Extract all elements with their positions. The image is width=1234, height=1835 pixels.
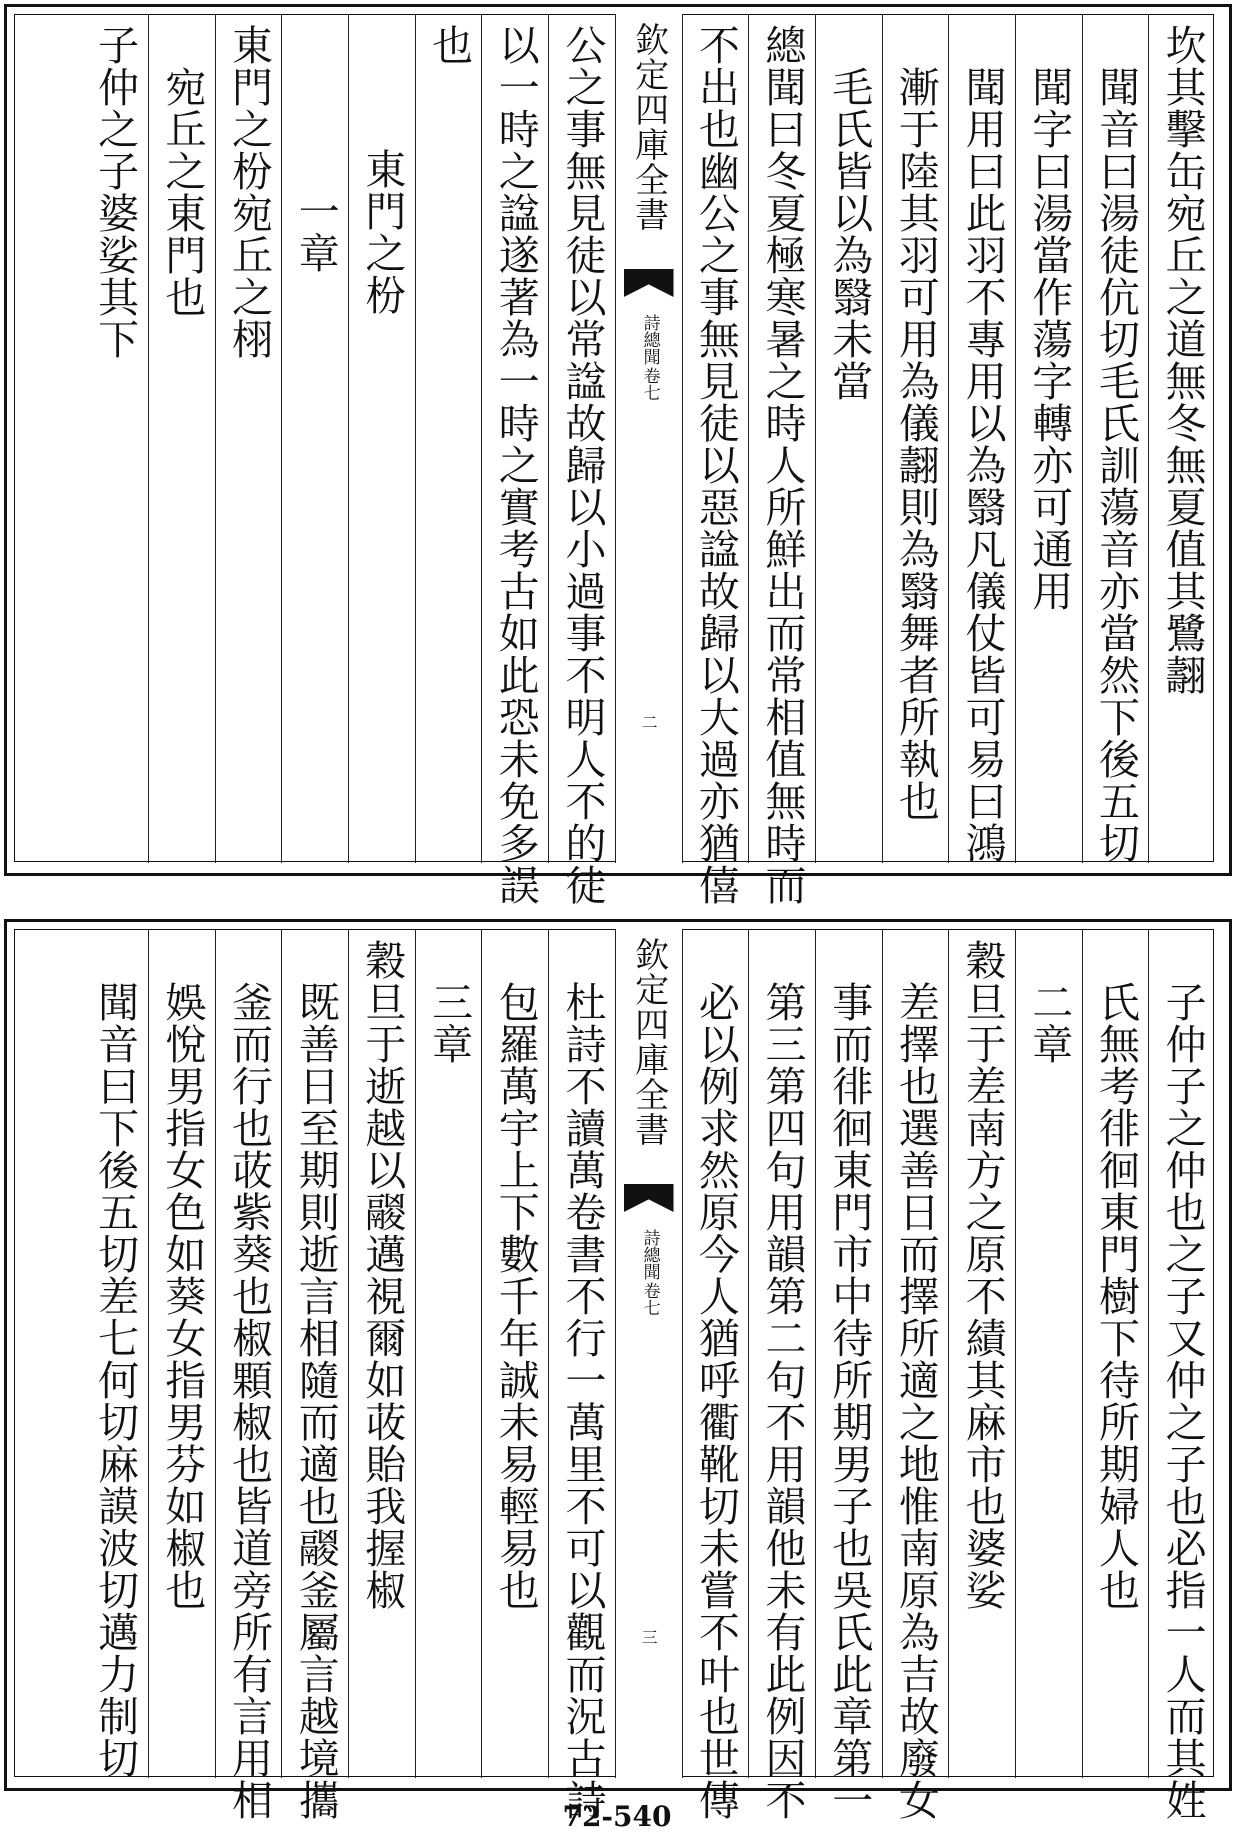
column — [815, 929, 882, 1821]
text-columns — [14, 14, 1215, 906]
leaf-number: 三 — [639, 1629, 659, 1645]
column — [682, 14, 749, 906]
page-number-footer: 72-540 — [562, 1800, 672, 1833]
column — [748, 14, 815, 906]
column-text: 聞字曰湯當作蕩字轉亦可通用 — [1025, 66, 1074, 612]
volume-number: 卷七 — [639, 1282, 660, 1316]
column-text: 漸于陸其羽可用為儀翿則為翳舞者所執也 — [891, 66, 940, 822]
column-text: 子仲之子婆娑其下 — [91, 24, 140, 360]
column-text: 毛氏皆以為翳未當 — [825, 66, 874, 402]
column — [215, 14, 282, 863]
column — [1015, 14, 1082, 863]
column — [682, 929, 749, 1821]
column-text: 娛悅男指女色如葵女指男芬如椒也 — [158, 981, 207, 1611]
column — [1015, 929, 1082, 1778]
volume-title: 詩總聞 — [639, 1229, 660, 1280]
book-title: 欽定四庫全書 — [628, 937, 669, 1147]
column — [415, 929, 482, 1778]
column-text: 不出也幽公之事無見徒以惡諡故歸以大過亦猶僖 — [691, 24, 740, 906]
column-text: 宛丘之東門也 — [158, 66, 207, 318]
column-text: 杜詩不讀萬卷書不行一萬里不可以觀而況古詩 — [558, 981, 607, 1821]
column — [348, 14, 415, 863]
column-text: 總聞曰冬夏極寒暑之時人所鮮出而常相值無時而 — [758, 24, 807, 906]
column — [348, 929, 415, 1778]
column — [948, 929, 1015, 1778]
column-text: 公之事無見徒以常諡故歸以小過事不明人不的徒 — [558, 24, 607, 906]
column — [215, 929, 282, 1821]
column-text: 聞音曰下後五切差七何切麻謨波切邁力制切 — [91, 981, 140, 1779]
section-title: 東門之枌 — [358, 148, 407, 316]
column — [815, 14, 882, 863]
column — [1148, 14, 1215, 863]
column — [548, 14, 615, 906]
volume-label — [640, 314, 658, 401]
column-text: 第三第四句用韻第二句不用韻他未有此例因不 — [758, 981, 807, 1821]
chapter-label: 三章 — [425, 981, 474, 1065]
column — [81, 14, 148, 863]
center-fold — [615, 929, 682, 1778]
column-text: 必以例求然原今人猶呼衢靴切未嘗不叶也世傳 — [691, 981, 740, 1821]
column-text: 氏無考徘徊東門樹下待所期婦人也 — [1091, 981, 1140, 1611]
column — [281, 14, 348, 863]
column — [948, 14, 1015, 863]
column — [1082, 14, 1149, 863]
column-text: 釜而行也荍紫葵也椒顆椒也皆道旁所有言用相 — [225, 981, 274, 1821]
column-text: 穀旦于差南方之原不績其麻市也婆娑 — [958, 939, 1007, 1611]
column — [1082, 929, 1149, 1778]
column-text: 既善日至期則逝言相隨而適也鬷釜屬言越境攜 — [291, 981, 340, 1821]
fishtail-mark — [624, 1184, 674, 1212]
column — [882, 14, 949, 863]
book-title: 欽定四庫全書 — [628, 22, 669, 232]
volume-title: 詩總聞 — [639, 314, 660, 365]
column-text: 事而徘徊東門市中待所期男子也吳氏此章第一 — [825, 981, 874, 1821]
column — [748, 929, 815, 1821]
leaf-number: 二 — [639, 714, 659, 730]
column-text: 子仲子之仲也之子又仲之子也必指一人而其姓 — [1158, 981, 1207, 1821]
column — [81, 929, 148, 1778]
chapter-label: 一章 — [291, 190, 340, 274]
page-top — [0, 0, 1234, 906]
volume-number: 卷七 — [639, 367, 660, 401]
column-text: 聞用曰此羽不專用以為翳凡儀仗皆可易曰鴻 — [958, 66, 1007, 864]
column — [148, 929, 215, 1778]
column — [1148, 929, 1215, 1821]
column — [548, 929, 615, 1821]
column — [481, 929, 548, 1778]
column — [281, 929, 348, 1821]
column-text: 差擇也選善日而擇所適之地惟南原為吉故廢女 — [891, 981, 940, 1821]
column — [415, 14, 482, 863]
column-text: 包羅萬宇上下數千年誠未易輕易也 — [491, 981, 540, 1611]
chapter-label: 二章 — [1025, 981, 1074, 1065]
fishtail-mark — [624, 269, 674, 297]
column-text: 坎其擊缶宛丘之道無冬無夏值其鷺翿 — [1158, 24, 1207, 696]
column-text: 聞音曰湯徒伉切毛氏訓蕩音亦當然下後五切 — [1091, 66, 1140, 864]
column-text: 也 — [425, 24, 474, 66]
column-text: 以一時之諡遂著為一時之實考古如此恐未免多誤 — [491, 24, 540, 906]
column — [882, 929, 949, 1821]
center-fold — [615, 14, 682, 863]
column-text: 穀旦于逝越以鬷邁視爾如荍貽我握椒 — [358, 939, 407, 1611]
volume-label — [640, 1229, 658, 1316]
column — [148, 14, 215, 863]
column — [481, 14, 548, 906]
column-text: 東門之枌宛丘之栩 — [225, 24, 274, 360]
